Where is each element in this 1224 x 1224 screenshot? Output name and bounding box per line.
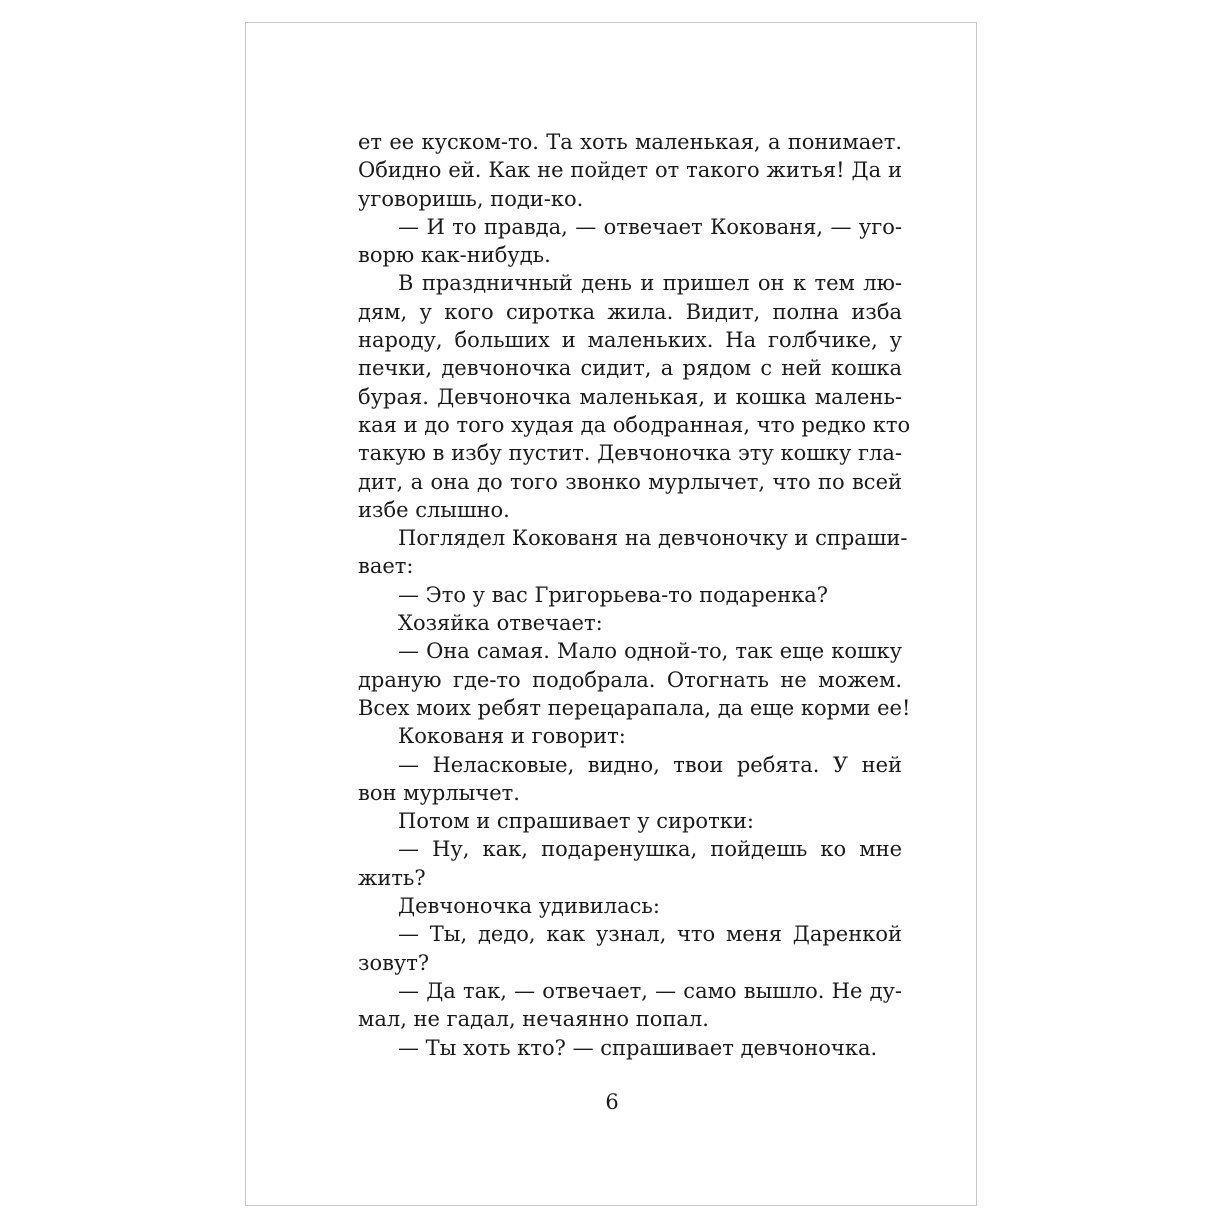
text-line: — Да так, — отвечает, — само вышло. Не ду- bbox=[398, 978, 902, 1003]
text-line: Обидно ей. Как не пойдет от такого житья! Да и bbox=[358, 158, 902, 183]
text-line: народу, больших и маленьких. На голбчике, у bbox=[358, 328, 902, 353]
text-line: — И то правда, — отвечает Кокованя, — уго- bbox=[398, 214, 902, 239]
text-line: Кокованя и говорит: bbox=[398, 724, 626, 749]
text-line: жить? bbox=[358, 865, 426, 890]
text-line: дям, у кого сиротка жила. Видит, полна изба bbox=[358, 299, 902, 324]
text-line: печки, девчоночка сидит, а рядом с ней кошка bbox=[358, 356, 902, 381]
text-line: — Ну, как, подаренушка, пойдешь ко мне bbox=[398, 837, 902, 862]
text-line: — Ты, дедо, как узнал, что меня Даренкой bbox=[398, 922, 902, 947]
text-line: Поглядел Кокованя на девчоночку и спраши- bbox=[398, 526, 908, 551]
text-line: бурая. Девчоночка маленькая, и кошка малень- bbox=[358, 384, 902, 409]
text-line: — Это у вас Григорьева-то подаренка? bbox=[398, 582, 829, 607]
text-line: В праздничный день и пришел он к тем лю- bbox=[398, 271, 902, 296]
page-number: 6 bbox=[605, 1090, 619, 1114]
text-line: Всех моих ребят перецарапала, да еще корми ее! bbox=[358, 695, 911, 720]
text-line: — Она самая. Мало одной-то, так еще кошку bbox=[398, 639, 902, 664]
page-text bbox=[358, 128, 911, 1062]
text-line: драную где-то подобрала. Отогнать не можем. bbox=[358, 667, 902, 692]
text-line: Потом и спрашивает у сиротки: bbox=[398, 809, 754, 834]
text-line: уговоришь, поди-ко. bbox=[358, 186, 584, 211]
text-line: кая и до того худая да ободранная, что редко кто bbox=[358, 412, 911, 437]
text-line: ет ее куском-то. Та хоть маленькая, а понимает. bbox=[358, 130, 902, 154]
text-line: такую в избу пустит. Девчоночка эту кошку гла- bbox=[358, 441, 902, 466]
text-line: вон мурлычет. bbox=[358, 780, 520, 805]
text-line: — Неласковые, видно, твои ребята. У ней bbox=[398, 752, 902, 777]
text-line: Хозяйка отвечает: bbox=[398, 611, 603, 636]
text-line: вает: bbox=[358, 554, 414, 579]
text-line: — Ты хоть кто? — спрашивает девчоночка. bbox=[398, 1035, 878, 1060]
text-line: зовут? bbox=[358, 950, 430, 975]
text-line: Девчоночка удивилась: bbox=[398, 894, 660, 919]
text-line: дит, а она до того звонко мурлычет, что по всей bbox=[358, 469, 902, 494]
text-line: избе слышно. bbox=[358, 497, 510, 522]
text-line: мал, не гадал, нечаянно попал. bbox=[358, 1007, 709, 1032]
text-line: ворю как-нибудь. bbox=[358, 243, 551, 268]
